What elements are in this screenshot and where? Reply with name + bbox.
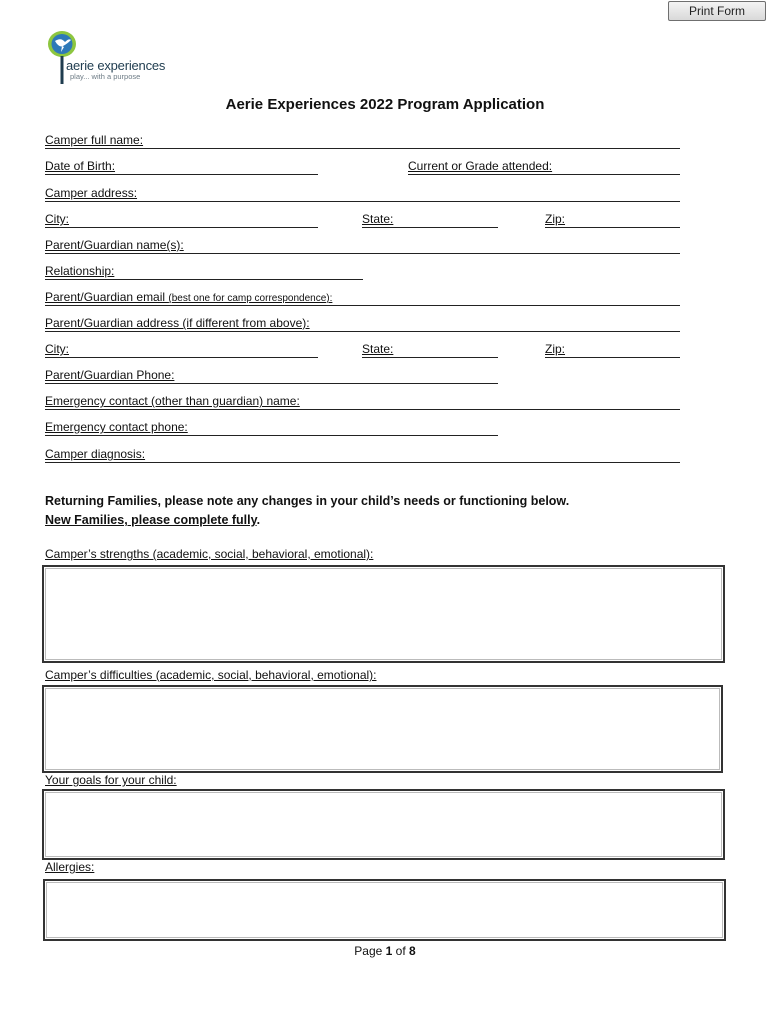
guardian-email-note: (best one for camp correspondence): [168,293,333,304]
strengths-textarea[interactable] [42,565,725,663]
page-total: 8 [409,944,416,958]
guardian-address-label: Parent/Guardian address (if different from above): [45,316,310,330]
guardian-email-field[interactable] [45,290,680,306]
guardian-names-label: Parent/Guardian name(s): [45,238,184,252]
guardian-names-field[interactable] [45,238,680,254]
city-label: City: [45,212,69,226]
emergency-name-field[interactable] [45,394,680,410]
print-form-button[interactable]: Print Form [668,1,766,21]
guardian-address-field[interactable] [45,316,680,332]
guardian-phone-label: Parent/Guardian Phone: [45,368,175,382]
logo-name: aerie experiences [66,58,166,73]
date-of-birth-field[interactable] [45,159,318,175]
difficulties-textarea[interactable] [42,685,723,773]
guardian-zip-field[interactable] [545,342,680,358]
guardian-city-field[interactable] [45,342,318,358]
page-current: 1 [385,944,393,958]
notice-new-period: . [256,513,261,527]
goals-textarea[interactable] [42,789,725,860]
goals-label: Your goals for your child: [45,773,177,787]
guardian-zip-label: Zip: [545,342,566,356]
state-label: State: [362,212,394,226]
allergies-textarea[interactable] [43,879,726,941]
page-of-word: of [392,944,410,958]
zip-label: Zip: [545,212,566,226]
guardian-state-field[interactable] [362,342,498,358]
emergency-name-label: Emergency contact (other than guardian) name: [45,394,300,408]
guardian-email-label: Parent/Guardian email [45,290,169,304]
notice-returning: Returning Families, please note any changes in your child’s needs or functioning below. [45,494,570,508]
emergency-phone-field[interactable] [45,420,498,436]
page-word: Page [354,944,386,958]
strengths-label: Camper’s strengths (academic, social, behavioral, emotional): [45,547,374,561]
relationship-label: Relationship: [45,264,115,278]
guardian-city-label: City: [45,342,69,356]
notice-new-text: New Families, please complete fully [45,513,257,527]
date-of-birth-label: Date of Birth: [45,159,116,173]
zip-field[interactable] [545,212,680,228]
camper-address-field[interactable] [45,186,680,202]
state-field[interactable] [362,212,498,228]
difficulties-label: Camper’s difficulties (academic, social, behavioral, emotional): [45,668,377,682]
camper-name-label: Camper full name: [45,133,144,147]
camper-diagnosis-label: Camper diagnosis: [45,447,146,461]
camper-address-label: Camper address: [45,186,138,200]
allergies-label: Allergies: [45,860,95,874]
instructions-notice [45,492,569,530]
camper-diagnosis-field[interactable] [45,447,680,463]
relationship-field[interactable] [45,264,363,280]
grade-label: Current or Grade attended: [408,159,553,173]
page-title: Aerie Experiences 2022 Program Application [225,96,545,113]
city-field[interactable] [45,212,318,228]
guardian-phone-field[interactable] [45,368,498,384]
notice-new [45,511,569,530]
emergency-phone-label: Emergency contact phone: [45,420,188,434]
camper-name-field[interactable] [45,133,680,149]
page-number [0,944,770,958]
grade-field[interactable] [408,159,680,175]
guardian-state-label: State: [362,342,394,356]
logo-tagline: play... with a purpose [70,72,141,81]
